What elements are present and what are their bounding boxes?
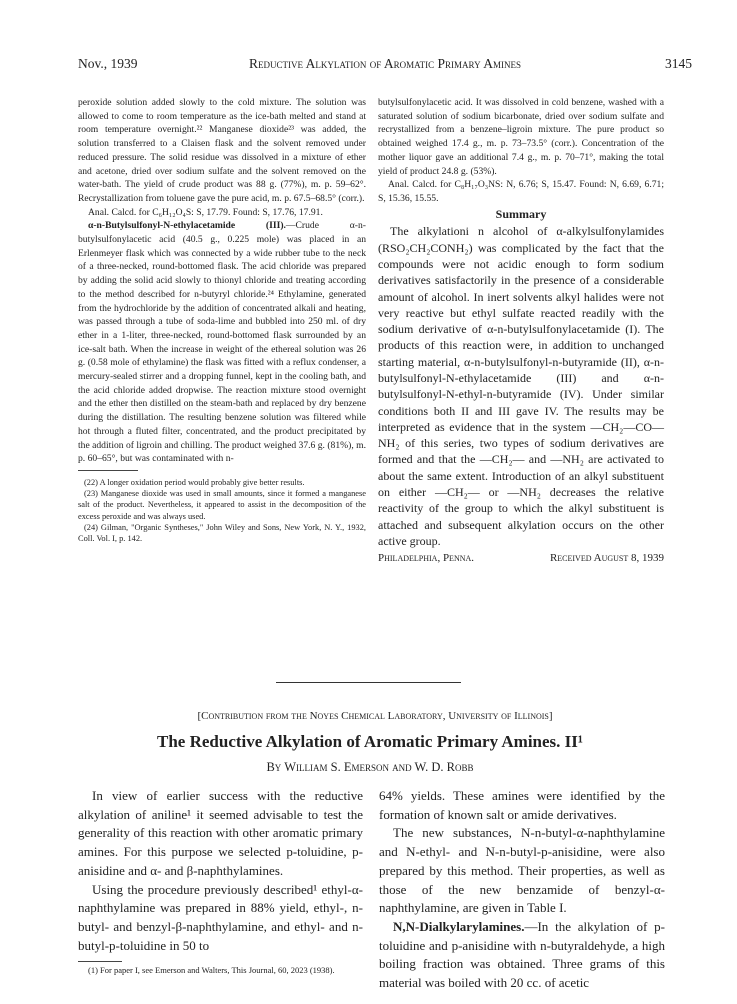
footnote-divider <box>78 961 122 962</box>
analysis-line: Anal. Calcd. for C₈H₁₇O₃NS: N, 6.76; S, 15.47. Found: N, 6.69, 6.71; S, 15.36, 15.55. <box>378 179 664 204</box>
section-divider <box>276 682 461 683</box>
paragraph: —Crude α-n-butylsulfonylacetic acid (40.5 g., 0.225 mole) was placed in an Erlenmeyer flask which was connected by a wide rubber tube to the neck of a three-necked, round-bottomed flask. The acid chloride was prepared by adding the solid acid slowly to thionyl chloride and treating according to the method described for n-butyryl chloride.²⁴ Ethylamine, generated from the hydrochloride by the addition of concentrated alkali and heating, was passed through a tube of soda-lime and bubbled into 250 ml. of dry ether in a 1-liter, three-necked, round-bottomed flask surrounded by an ice-salt bath. When the increase in weight of the ethereal solution was 26 g. (0.58 mole of ethylamine) the flask was fitted with a reflux condenser, a mercury-sealed stirrer and a dropping funnel, kept in the cooling bath, and the acid chloride added dropwise. The reaction mixture stood overnight and the ether then distilled on the steam-bath and replaced by dry benzene during the distillation. The resulting benzene solution was filtered while hot through a fluted filter, concentrated, and the product precipitated by the addition of ligroin and chilling. The product weighed 37.6 g. (81%), m. p. 60–65°, but was contaminated with n- <box>78 220 366 465</box>
compound-heading: α-n-Butylsulfonyl-N-ethylacetamide (III). <box>88 220 286 232</box>
signature-line <box>378 552 664 566</box>
header-date: Nov., 1939 <box>78 56 138 71</box>
footnotes <box>78 965 363 976</box>
section-heading: N,N-Dialkylarylamines. <box>393 918 525 934</box>
upper-left-column <box>78 96 366 544</box>
contribution-line: [Contribution from the Noyes Chemical Laboratory, University of Illinois] <box>197 710 553 722</box>
author-byline: By William S. Emerson and W. D. Robb <box>266 760 474 774</box>
paragraph: 64% yields. These amines were identified by the formation of known salt or amide derivatives. <box>379 788 665 822</box>
footnote-24: (24) Gilman, "Organic Syntheses," John Wiley and Sons, New York, N. Y., 1932, Coll. Vol. I, p. 142. <box>78 522 366 543</box>
page-header <box>78 56 692 76</box>
footnote-divider <box>78 470 138 471</box>
summary-heading: Summary <box>495 206 547 221</box>
paragraph: butylsulfonylacetic acid. It was dissolved in cold benzene, washed with a saturated solution of sodium bicarbonate, dried over sodium sulfate and recrystallized from a benzene–ligroin mixture. The pure product so obtained weighed 17.4 g., m. p. 73–73.5° (corr.). Concentration of the mother liquor gave an additional 7.4 g., m. p. 70–71°, making the total yield of product 24.8 g. (53%). <box>378 97 664 177</box>
paragraph: peroxide solution added slowly to the cold mixture. The solution was allowed to come to room temperature as the ice-bath melted and stand at room temperature overnight.²² Manganese dioxide²³ was added, the solution transferred to a Claisen flask and the solvent removed under reduced pressure. The solid residue was dissolved in a mixture of ether and acetone, dried over sodium sulfate and the solvent removed on the water-bath. The yield of crude product was 88 g. (77%), m. p. 59–62°. Recrystallization from toluene gave the pure acid, m. p. 67.5–68.5° (corr.). <box>78 97 366 204</box>
footnote-23: (23) Manganese dioxide was used in small amounts, since it formed a manganese salt of the product. Nevertheless, it appeared to assist in the decomposition of the excess peroxide and was always used. <box>78 489 366 521</box>
page-number: 3145 <box>665 56 692 71</box>
lower-left-column <box>78 787 363 977</box>
received-date: Received August 8, 1939 <box>549 552 664 565</box>
place: Philadelphia, Penna. <box>378 552 475 565</box>
footnotes <box>78 475 366 544</box>
upper-right-column <box>378 96 664 566</box>
article-title: The Reductive Alkylation of Aromatic Primary Amines. II¹ <box>157 732 583 751</box>
footnote-1: (1) For paper I, see Emerson and Walters, This Journal, 60, 2023 (1938). <box>88 965 335 976</box>
summary-block <box>378 223 664 549</box>
analysis-line: Anal. Calcd. for C₆H₁₂O₄S: S, 17.79. Found: S, 17.76, 17.91. <box>88 206 323 218</box>
paragraph: In view of earlier success with the reductive alkylation of aniline¹ it seemed advisable to test the generality of this reaction with other aromatic primary amines. For this purpose we selected p-toluidine, p-anisidine and α- and β-naphthylamines. <box>78 788 363 878</box>
running-title: Reductive Alkylation of Aromatic Primary Amines <box>249 56 521 71</box>
paragraph: Using the procedure previously described¹ ethyl-α-naphthylamine was prepared in 88% yield, ethyl-, n-butyl- and benzyl-β-naphthylamine, and ethyl- and n-butyl-p-toluidine in 50 to <box>78 881 363 953</box>
footnote-22: (22) A longer oxidation period would probably give better results. <box>84 477 305 487</box>
paragraph: The new substances, N-n-butyl-α-naphthylamine and N-ethyl- and N-n-butyl-p-anisidine, were also prepared by this method. Their properties, as well as those of the new benzamide of benzyl-α-naphthylamine, are given in Table I. <box>379 825 665 916</box>
lower-right-column <box>379 787 665 993</box>
paragraph: —In the alkylation of p-toluidine and p-anisidine with n-butyraldehyde, a high boiling fraction was obtained. Three grams of this material was boiled with 20 cc. of acetic <box>379 918 665 991</box>
summary-paragraph: The alkylationi n alcohol of α-alkylsulfonylamides (RSO₂CH₂CONH₂) was complicated by the fact that the compounds were not acidic enough to form sodium derivatives satisfactorily in the presence of a considerable amount of alcohol. In inert solvents alkyl halides were not very reactive but ethyl sulfate reacted readily with the sodium derivative of α-n-butylsulfonylacetamide (I). The products of this reaction were, in addition to unchanged starting material, α-n-butylsulfonyl-n-butyramide (II), α-n-butylsulfonyl-N-ethylacetamide (III) and α-n-butylsulfonyl-N-ethyl-n-butyramide (IV). Under similar conditions both II and III gave IV. The results may be interpreted as evidence that in the system —CH₂—CO—NH₂ of this series, two types of sodium derivatives are formed and that the —CH₂— and —NH₂ are activated to about the same extent. Introduction of an alkyl substituent on either —CH₂— or —NH₂ decreases the relative reactivity of the group to which the alkyl substituent is attached and subsequent alkylation occurs on the other active group. <box>378 224 664 548</box>
